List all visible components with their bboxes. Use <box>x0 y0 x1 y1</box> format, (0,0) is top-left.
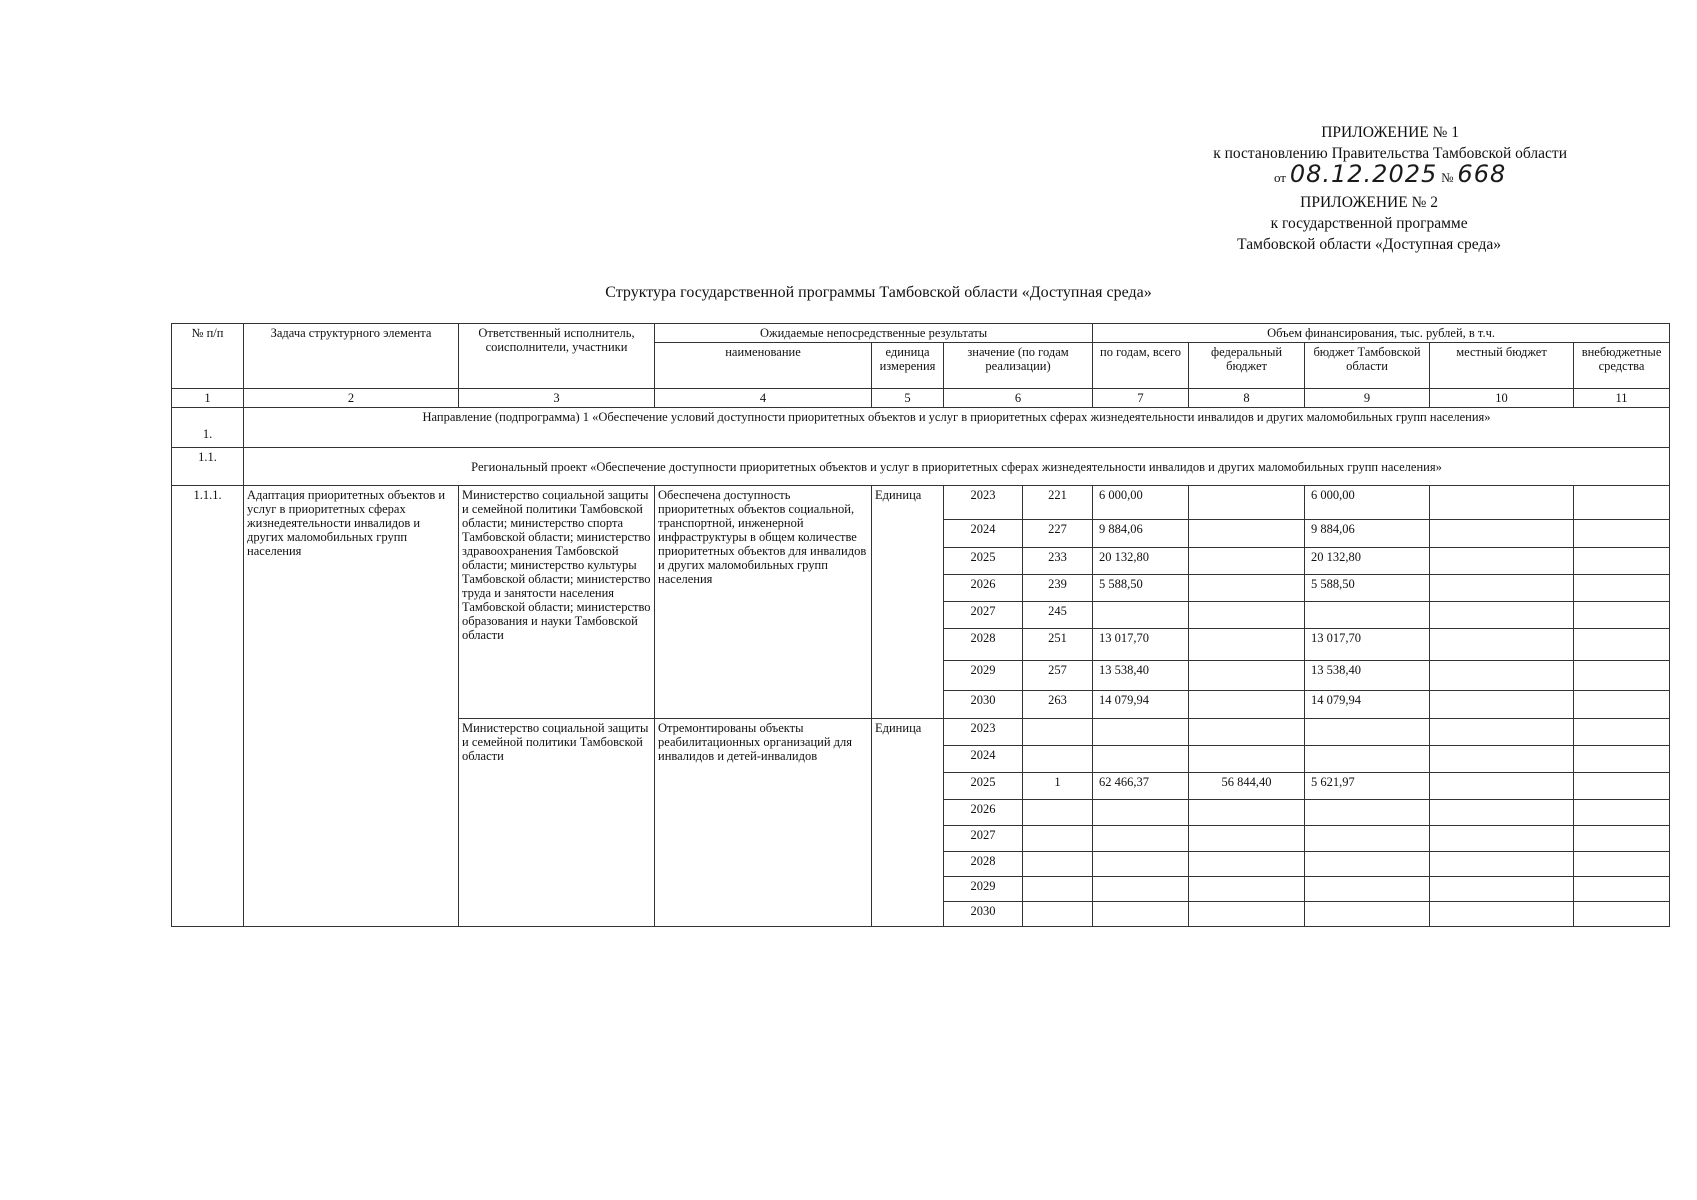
total-cell <box>1093 746 1189 773</box>
federal-cell <box>1189 746 1305 773</box>
local-cell <box>1430 602 1574 629</box>
year-cell: 2029 <box>944 661 1023 691</box>
year-cell: 2024 <box>944 746 1023 773</box>
total-cell: 14 079,94 <box>1093 691 1189 719</box>
col-number: 9 <box>1305 389 1430 408</box>
federal-cell <box>1189 902 1305 927</box>
extra-cell <box>1574 800 1670 826</box>
total-cell <box>1093 877 1189 902</box>
extra-cell <box>1574 773 1670 800</box>
year-cell: 2023 <box>944 486 1023 520</box>
extra-cell <box>1574 486 1670 520</box>
year-cell: 2030 <box>944 691 1023 719</box>
value-cell: 233 <box>1023 548 1093 575</box>
local-cell <box>1430 719 1574 746</box>
federal-cell <box>1189 852 1305 877</box>
col-number: 6 <box>944 389 1093 408</box>
value-cell <box>1023 877 1093 902</box>
appendix-header <box>1213 122 1567 194</box>
col-num-header: № п/п <box>172 324 244 389</box>
federal-cell <box>1189 719 1305 746</box>
value-cell <box>1023 800 1093 826</box>
local-cell <box>1430 575 1574 602</box>
local-cell <box>1430 548 1574 575</box>
col-number: 8 <box>1189 389 1305 408</box>
value-cell: 257 <box>1023 661 1093 691</box>
regional-cell: 13 017,70 <box>1305 629 1430 661</box>
handwritten-date: 08.12.2025 <box>1289 160 1438 188</box>
regional-cell <box>1305 852 1430 877</box>
regional-cell <box>1305 800 1430 826</box>
extra-cell <box>1574 661 1670 691</box>
col-number: 3 <box>459 389 655 408</box>
regional-cell: 9 884,06 <box>1305 520 1430 548</box>
col-executor-header: Ответственный исполнитель, соисполнители, участники <box>459 324 655 389</box>
regional-cell <box>1305 877 1430 902</box>
direction-title: Направление (подпрограмма) 1 «Обеспечение условий доступности приоритетных объектов и услуг в приоритетных сферах жизнедеятельности инвалидов и других маломобильных групп населения» <box>244 408 1670 448</box>
unit-cell: Единица <box>872 486 944 719</box>
total-cell <box>1093 800 1189 826</box>
document-title: Структура государственной программы Тамбовской области «Доступная среда» <box>605 284 1152 301</box>
value-cell <box>1023 826 1093 852</box>
year-cell: 2030 <box>944 902 1023 927</box>
date-prefix: от <box>1273 170 1286 185</box>
local-cell <box>1430 877 1574 902</box>
local-cell <box>1430 800 1574 826</box>
regional-cell: 6 000,00 <box>1305 486 1430 520</box>
col-local-header: местный бюджет <box>1430 343 1574 389</box>
value-cell: 251 <box>1023 629 1093 661</box>
executor-cell: Министерство социальной защиты и семейной политики Тамбовской области; министерство спорта Тамбовской области; министерство здравоохранения Тамбовской области; министерство культуры Тамбовской области; министерство труда и занятости населения Тамбовской области; министерство образования и науки Тамбовской области <box>459 486 655 719</box>
extra-cell <box>1574 719 1670 746</box>
federal-cell <box>1189 800 1305 826</box>
local-cell <box>1430 661 1574 691</box>
col-value-header: значение (по годам реализации) <box>944 343 1093 389</box>
regional-cell: 5 621,97 <box>1305 773 1430 800</box>
regional-cell <box>1305 826 1430 852</box>
col-number: 7 <box>1093 389 1189 408</box>
project-title: Региональный проект «Обеспечение доступности приоритетных объектов и услуг в приоритетных сферах жизнедеятельности инвалидов и других маломобильных групп населения» <box>244 448 1670 486</box>
federal-cell <box>1189 877 1305 902</box>
executor-cell: Министерство социальной защиты и семейной политики Тамбовской области <box>459 719 655 927</box>
extra-cell <box>1574 902 1670 927</box>
col-federal-header: федеральный бюджет <box>1189 343 1305 389</box>
regional-cell <box>1305 602 1430 629</box>
total-cell <box>1093 852 1189 877</box>
total-cell: 5 588,50 <box>1093 575 1189 602</box>
total-cell: 62 466,37 <box>1093 773 1189 800</box>
col-expected-header: Ожидаемые непосредственные результаты <box>655 324 1093 343</box>
total-cell <box>1093 719 1189 746</box>
direction-row <box>172 408 1670 448</box>
col-regional-header: бюджет Тамбовской области <box>1305 343 1430 389</box>
item-task: Адаптация приоритетных объектов и услуг в приоритетных сферах жизнедеятельности инвалидов и других маломобильных групп населения <box>244 486 459 927</box>
local-cell <box>1430 826 1574 852</box>
federal-cell <box>1189 520 1305 548</box>
number-prefix: № <box>1441 170 1454 185</box>
col-funding-header: Объем финансирования, тыс. рублей, в т.ч. <box>1093 324 1670 343</box>
extra-cell <box>1574 877 1670 902</box>
value-cell: 263 <box>1023 691 1093 719</box>
value-cell: 239 <box>1023 575 1093 602</box>
extra-cell <box>1574 575 1670 602</box>
regional-cell <box>1305 719 1430 746</box>
column-numbers-row <box>172 389 1670 408</box>
col-number: 1 <box>172 389 244 408</box>
federal-cell <box>1189 486 1305 520</box>
appendix-2-label: ПРИЛОЖЕНИЕ № 2 <box>1300 194 1438 211</box>
value-cell: 227 <box>1023 520 1093 548</box>
result-name-cell: Отремонтированы объекты реабилитационных организаций для инвалидов и детей-инвалидов <box>655 719 872 927</box>
year-cell: 2026 <box>944 800 1023 826</box>
total-cell <box>1093 602 1189 629</box>
program-name: Тамбовской области «Доступная среда» <box>1237 236 1501 253</box>
table-row <box>172 486 1670 520</box>
extra-cell <box>1574 691 1670 719</box>
year-cell: 2027 <box>944 826 1023 852</box>
total-cell: 13 538,40 <box>1093 661 1189 691</box>
total-cell <box>1093 826 1189 852</box>
regional-cell: 13 538,40 <box>1305 661 1430 691</box>
total-cell: 6 000,00 <box>1093 486 1189 520</box>
item-number: 1.1.1. <box>172 486 244 927</box>
value-cell: 245 <box>1023 602 1093 629</box>
federal-cell <box>1189 691 1305 719</box>
extra-cell <box>1574 629 1670 661</box>
extra-cell <box>1574 602 1670 629</box>
federal-cell <box>1189 661 1305 691</box>
year-cell: 2026 <box>944 575 1023 602</box>
result-name-cell: Обеспечена доступность приоритетных объектов социальной, транспортной, инженерной инфраструктуры в общем количестве приоритетных объектов для инвалидов и других маломобильных групп населения <box>655 486 872 719</box>
value-cell <box>1023 719 1093 746</box>
local-cell <box>1430 902 1574 927</box>
col-task-header: Задача структурного элемента <box>244 324 459 389</box>
header-row-1 <box>172 324 1670 343</box>
regional-cell: 14 079,94 <box>1305 691 1430 719</box>
col-unit-header: единица измерения <box>872 343 944 389</box>
appendix-2-header <box>1237 192 1501 255</box>
extra-cell <box>1574 746 1670 773</box>
total-cell: 9 884,06 <box>1093 520 1189 548</box>
col-number: 4 <box>655 389 872 408</box>
project-row <box>172 448 1670 486</box>
federal-cell: 56 844,40 <box>1189 773 1305 800</box>
extra-cell <box>1574 826 1670 852</box>
year-cell: 2029 <box>944 877 1023 902</box>
federal-cell <box>1189 575 1305 602</box>
local-cell <box>1430 691 1574 719</box>
regional-cell: 20 132,80 <box>1305 548 1430 575</box>
federal-cell <box>1189 826 1305 852</box>
total-cell: 13 017,70 <box>1093 629 1189 661</box>
local-cell <box>1430 520 1574 548</box>
col-number: 10 <box>1430 389 1574 408</box>
total-cell <box>1093 902 1189 927</box>
local-cell <box>1430 629 1574 661</box>
total-cell: 20 132,80 <box>1093 548 1189 575</box>
federal-cell <box>1189 602 1305 629</box>
regional-cell <box>1305 902 1430 927</box>
col-by-years-header: по годам, всего <box>1093 343 1189 389</box>
year-cell: 2027 <box>944 602 1023 629</box>
regional-cell <box>1305 746 1430 773</box>
col-number: 2 <box>244 389 459 408</box>
federal-cell <box>1189 629 1305 661</box>
regional-cell: 5 588,50 <box>1305 575 1430 602</box>
col-number: 11 <box>1574 389 1670 408</box>
local-cell <box>1430 852 1574 877</box>
local-cell <box>1430 773 1574 800</box>
program-structure-table <box>171 323 1670 927</box>
local-cell <box>1430 486 1574 520</box>
year-cell: 2025 <box>944 548 1023 575</box>
year-cell: 2025 <box>944 773 1023 800</box>
federal-cell <box>1189 548 1305 575</box>
year-cell: 2028 <box>944 629 1023 661</box>
col-extra-header: внебюджетные средства <box>1574 343 1670 389</box>
local-cell <box>1430 746 1574 773</box>
value-cell: 221 <box>1023 486 1093 520</box>
handwritten-number: 668 <box>1457 160 1507 188</box>
value-cell <box>1023 746 1093 773</box>
year-cell: 2028 <box>944 852 1023 877</box>
extra-cell <box>1574 548 1670 575</box>
year-cell: 2024 <box>944 520 1023 548</box>
value-cell <box>1023 852 1093 877</box>
value-cell <box>1023 902 1093 927</box>
appendix-1-label: ПРИЛОЖЕНИЕ № 1 <box>1321 124 1460 141</box>
direction-number: 1. <box>172 408 244 448</box>
extra-cell <box>1574 852 1670 877</box>
unit-cell: Единица <box>872 719 944 927</box>
col-name-header: наименование <box>655 343 872 389</box>
col-number: 5 <box>872 389 944 408</box>
decree-reference: к постановлению Правительства Тамбовской области <box>1213 145 1567 162</box>
decree-date-number <box>1213 160 1567 194</box>
project-number: 1.1. <box>172 448 244 486</box>
program-reference: к государственной программе <box>1270 215 1468 232</box>
value-cell: 1 <box>1023 773 1093 800</box>
extra-cell <box>1574 520 1670 548</box>
year-cell: 2023 <box>944 719 1023 746</box>
